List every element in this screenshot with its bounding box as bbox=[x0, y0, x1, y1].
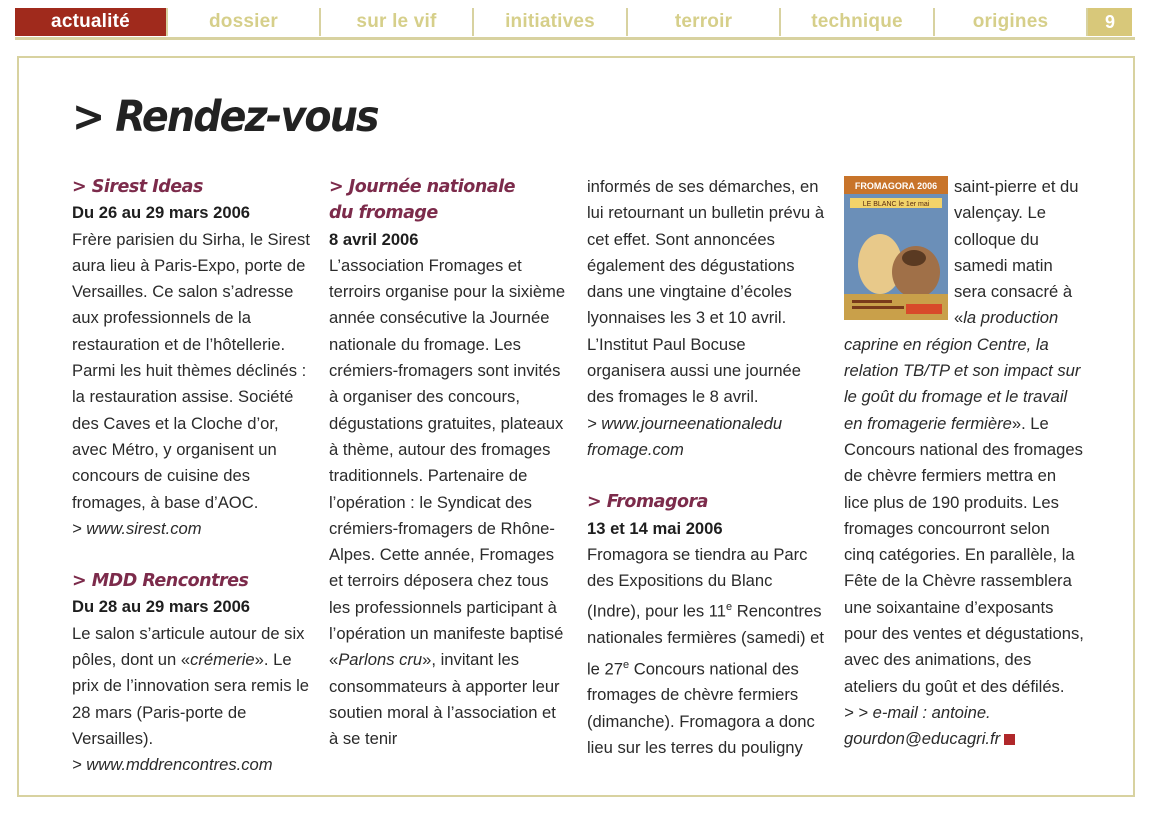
fromagora-poster-image bbox=[844, 176, 948, 320]
fromagora-cont-em: la production caprine en région Centre, la relation TB/TP et son impact sur le goût du fromage et le travail en fromagerie fermière bbox=[844, 308, 1081, 433]
event-body-journee-a: L’association Fromages et terroirs organise pour la sixième année consécutive la Journée nationale du fromage. Les crémiers-fromagers sont invités à organiser des concours, dégustations gratuites, plateaux à thème, autour des fromages traditionnels. Partenaire de l’opération : le Syndicat des crémiers-fromagers de Rhône-Alpes. Cette année, Fromages et terroirs déposera chez tous les professionnels participant à l’opération un manifeste baptisé « bbox=[329, 255, 566, 670]
event-body-journee-b: », invitant les consommateurs à apporter leur soutien moral à l’association et à se tenir bbox=[329, 650, 560, 749]
event-date-journee: 8 avril 2006 bbox=[329, 229, 419, 249]
tab-terroir[interactable]: terroir bbox=[628, 8, 781, 36]
fromagora-body-c: Concours national des fromages de chèvre fermiers (dimanche). Fromagora a donc lieu sur les terres du pouligny bbox=[587, 659, 815, 757]
fromagora-sup-1: e bbox=[725, 601, 733, 614]
event-body-journee-em: Parlons cru bbox=[338, 650, 423, 670]
event-heading-journee-1: > Journée nationale bbox=[329, 177, 515, 197]
poster-line: LE BLANC le 1er mai bbox=[862, 201, 930, 208]
fromagora-cont-a: saint-pierre et du valençay. Le colloque du samedi matin sera consacré à « bbox=[954, 177, 1079, 328]
event-body-mdd-em: crémerie bbox=[190, 650, 255, 670]
fromagora-sup-2: e bbox=[622, 658, 630, 671]
event-body-journee bbox=[329, 253, 569, 753]
page-title: > Rendez-vous bbox=[72, 92, 378, 142]
event-heading-fromagora: > Fromagora bbox=[587, 492, 708, 513]
section-nav bbox=[15, 8, 1135, 40]
column-3 bbox=[587, 174, 827, 761]
event-body-mdd bbox=[72, 621, 312, 752]
event-body-fromagora bbox=[587, 542, 827, 761]
event-date-sirest: Du 26 au 29 mars 2006 bbox=[72, 203, 251, 223]
fromagora-body-b: Rencontres nationales fermières (samedi) et le 27 bbox=[587, 601, 825, 679]
fromagora-body-a: Fromagora se tiendra au Parc des Expositions du Blanc (Indre), pour les 11 bbox=[587, 544, 808, 621]
poster-title: FROMAGORA 2006 bbox=[854, 181, 938, 191]
event-heading-mdd: > MDD Rencontres bbox=[72, 571, 249, 592]
end-mark-icon bbox=[1004, 734, 1015, 745]
event-date-mdd: Du 28 au 29 mars 2006 bbox=[72, 597, 251, 617]
column-2 bbox=[329, 174, 569, 753]
page-number: 9 bbox=[1088, 8, 1132, 36]
tab-actualite[interactable]: actualité bbox=[15, 8, 168, 36]
tab-technique[interactable]: technique bbox=[781, 8, 935, 36]
tab-origines[interactable]: origines bbox=[935, 8, 1088, 36]
fromagora-cont-b: ». Le Concours national des fromages de chèvre fermiers mettra en lice plus de 190 produits. Les fromages concourront selon cinq catégories. En parallèle, la Fête de la Chèvre rassemblera une soixantaine d’exposants pour des ventes et dégustations, avec des animations, des ateliers du goût et des défilés. bbox=[844, 413, 1084, 696]
tab-sur-le-vif[interactable]: sur le vif bbox=[321, 8, 474, 36]
contact-email[interactable] bbox=[844, 700, 1084, 753]
event-date-fromagora: 13 et 14 mai 2006 bbox=[587, 518, 723, 538]
tab-initiatives[interactable]: initiatives bbox=[474, 8, 628, 36]
event-body-mdd-a: Le salon s’articule autour de six pôles, dont un « bbox=[72, 623, 305, 670]
event-body-mdd-b: ». Le prix de l’innovation sera remis le 28 mars (Paris-porte de Versailles). bbox=[72, 650, 310, 748]
event-heading-sirest: > Sirest Ideas bbox=[72, 177, 203, 197]
event-body-journee-cont: informés de ses démarches, en lui retournant un bulletin prévu à cet effet. Sont annoncées également des dégustations dans une vingtaine d’écoles lyonnaises les 3 et 10 avril. L’Institut Paul Bocuse organisera aussi une journée des fromages le 8 avril. bbox=[587, 177, 825, 407]
link-mdd[interactable]: > www.mddrencontres.com bbox=[72, 755, 273, 775]
link-journee[interactable]: > www.journeenationaledu fromage.com bbox=[587, 413, 783, 459]
contact-email-text[interactable]: > > e-mail : antoine. gourdon@educagri.fr bbox=[844, 702, 1001, 749]
event-body-sirest: Frère parisien du Sirha, le Sirest aura lieu à Paris-Expo, porte de Versailles. Ce salon s’adresse aux professionnels de la restauration et de l’hôtellerie. Parmi les huit thèmes déclinés : la restauration assise. Société des Caves et la Cloche d’or, avec Métro, y organisent un concours de cuisine des fromages, à base d’AOC. bbox=[72, 229, 310, 512]
tab-dossier[interactable]: dossier bbox=[168, 8, 321, 36]
link-sirest[interactable]: > www.sirest.com bbox=[72, 518, 202, 538]
column-4 bbox=[844, 174, 1084, 753]
event-heading-journee-2: du fromage bbox=[329, 203, 438, 224]
column-1 bbox=[72, 174, 312, 779]
